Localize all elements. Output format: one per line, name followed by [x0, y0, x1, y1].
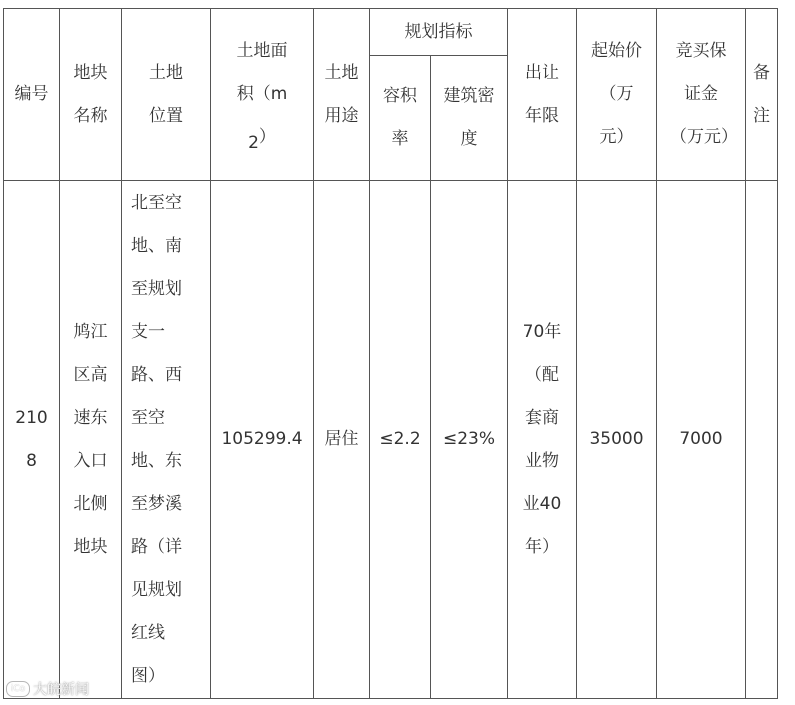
cell-building-density: ≤23% [431, 181, 508, 699]
cell-term: 70年（配套商业物业40年） [508, 181, 577, 699]
cell-number: 2108 [4, 181, 60, 699]
cell-usage: 居住 [314, 181, 370, 699]
header-number: 编号 [4, 9, 60, 181]
watermark-logo-icon: iCo [6, 681, 30, 697]
cell-plot-name: 鸠江区高速东入口北侧地块 [60, 181, 122, 699]
cell-start-price: 35000 [577, 181, 657, 699]
header-planning: 规划指标 [370, 9, 508, 56]
header-location: 土地位置 [122, 9, 211, 181]
header-usage: 土地用途 [314, 9, 370, 181]
header-remark: 备注 [746, 9, 778, 181]
watermark-text: 大皖新闻 [33, 682, 89, 698]
data-row [4, 181, 778, 699]
header-plot-ratio: 容积率 [370, 56, 431, 181]
cell-plot-ratio: ≤2.2 [370, 181, 431, 699]
header-building-density: 建筑密度 [431, 56, 508, 181]
cell-remark [746, 181, 778, 699]
header-row-1 [4, 9, 778, 56]
header-plot-name: 地块名称 [60, 9, 122, 181]
header-area-sub: 2 [248, 132, 259, 153]
cell-area: 105299.4 [211, 181, 314, 699]
cell-location: 北至空地、南至规划支一路、西至空地、东至梦溪路（详见规划红线图） [122, 181, 211, 699]
header-deposit: 竞买保证金（万元） [657, 9, 746, 181]
cell-deposit: 7000 [657, 181, 746, 699]
header-area-prefix: 土地面积（m [236, 41, 288, 104]
header-area-suffix: ） [258, 127, 276, 147]
land-auction-table [3, 8, 778, 699]
header-area [211, 9, 314, 181]
watermark [6, 678, 89, 700]
header-start-price: 起始价（万元） [577, 9, 657, 181]
header-term: 出让年限 [508, 9, 577, 181]
